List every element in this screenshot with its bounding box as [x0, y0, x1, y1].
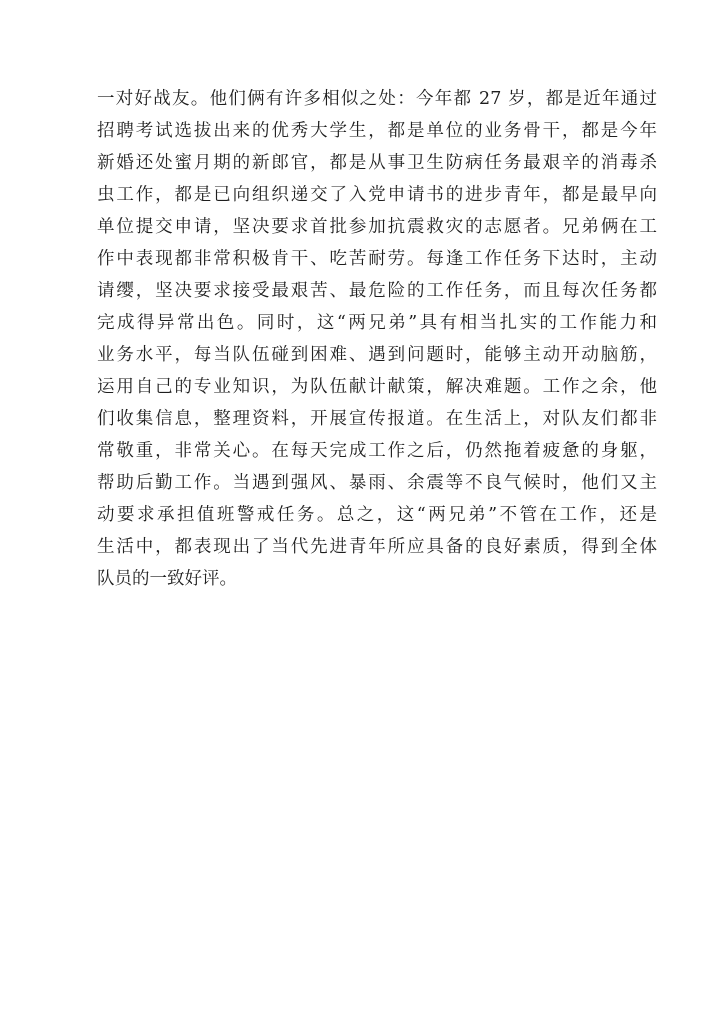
paragraph-line-10: 运用自己的专业知识，为队伍献计献策，解决难题。工作之余，他 [97, 377, 657, 397]
paragraph-line-2: 招聘考试选拔出来的优秀大学生，都是单位的业务骨干，都是今年 [97, 121, 657, 141]
paragraph-line-7: 请缨，坚决要求接受最艰苦、最危险的工作任务，而且每次任务都 [97, 281, 657, 301]
paragraph-line-6: 作中表现都非常积极肯干、吃苦耐劳。每逢工作任务下达时，主动 [97, 249, 657, 269]
paragraph-line-4: 虫工作，都是已向组织递交了入党申请书的进步青年，都是最早向 [97, 185, 657, 205]
paragraph-line-8: 完成得异常出色。同时，这“两兄弟”具有相当扎实的工作能力和 [97, 313, 657, 333]
paragraph-line-14: 动要求承担值班警戒任务。总之，这“两兄弟”不管在工作，还是 [97, 505, 657, 525]
paragraph-line-16: 队员的一致好评。 [97, 569, 237, 589]
body-paragraph [97, 83, 657, 595]
paragraph-line-12: 常敬重，非常关心。在每天完成工作之后，仍然拖着疲惫的身躯， [97, 441, 657, 461]
paragraph-line-1: 一对好战友。他们俩有许多相似之处：今年都 27 岁，都是近年通过 [97, 89, 657, 109]
paragraph-line-15: 生活中，都表现出了当代先进青年所应具备的良好素质，得到全体 [97, 537, 657, 557]
paragraph-line-3: 新婚还处蜜月期的新郎官，都是从事卫生防病任务最艰辛的消毒杀 [97, 153, 657, 173]
paragraph-line-5: 单位提交申请，坚决要求首批参加抗震救灾的志愿者。兄弟俩在工 [97, 217, 657, 237]
paragraph-line-11: 们收集信息，整理资料，开展宣传报道。在生活上，对队友们都非 [97, 409, 657, 429]
paragraph-line-13: 帮助后勤工作。当遇到强风、暴雨、余震等不良气候时，他们又主 [97, 473, 657, 493]
paragraph-line-9: 业务水平，每当队伍碰到困难、遇到问题时，能够主动开动脑筋， [97, 345, 657, 365]
